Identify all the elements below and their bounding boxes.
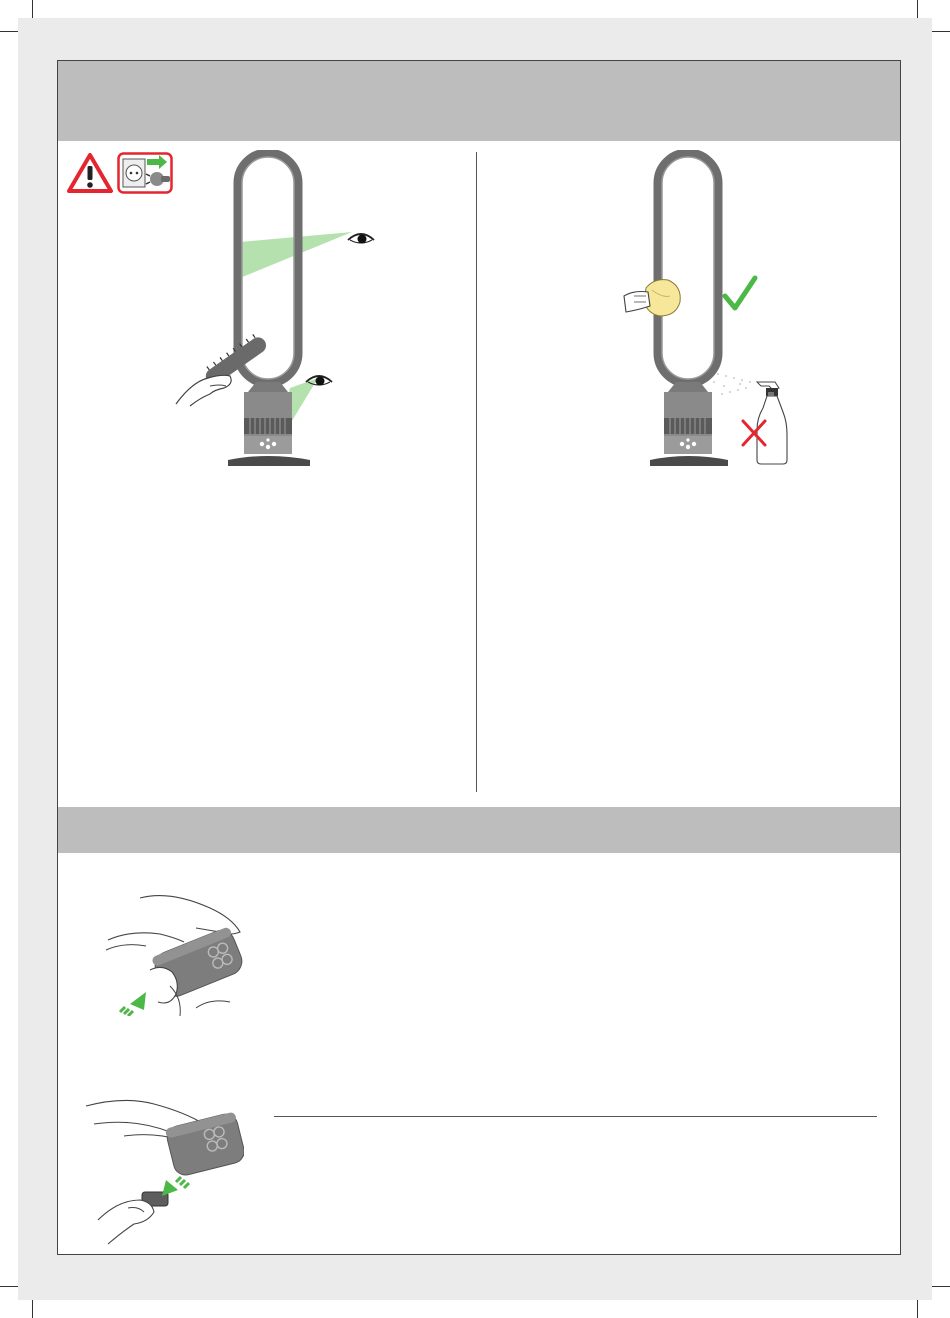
eye-icon <box>304 372 334 390</box>
crop-mark <box>932 1286 950 1287</box>
arrow-out-icon <box>160 1172 190 1198</box>
remote-remove-illustration <box>84 1096 244 1246</box>
crop-mark <box>0 1286 18 1287</box>
crop-mark <box>0 31 18 32</box>
eye-icon <box>346 230 376 248</box>
crop-mark <box>917 1300 918 1318</box>
crop-mark <box>32 0 33 18</box>
arrow-in-icon <box>116 988 150 1016</box>
cross-icon <box>740 418 768 448</box>
section-header-band <box>58 61 900 141</box>
crop-mark <box>32 1300 33 1318</box>
crop-mark <box>932 31 950 32</box>
check-icon <box>722 274 758 314</box>
unplug-icon <box>117 152 173 194</box>
fan-brush-illustration <box>170 150 390 470</box>
warning-triangle-icon <box>66 152 114 194</box>
crop-mark <box>917 0 918 18</box>
column-divider <box>476 152 477 792</box>
section-header-band-remote <box>58 807 900 853</box>
horizontal-rule <box>274 1116 877 1117</box>
